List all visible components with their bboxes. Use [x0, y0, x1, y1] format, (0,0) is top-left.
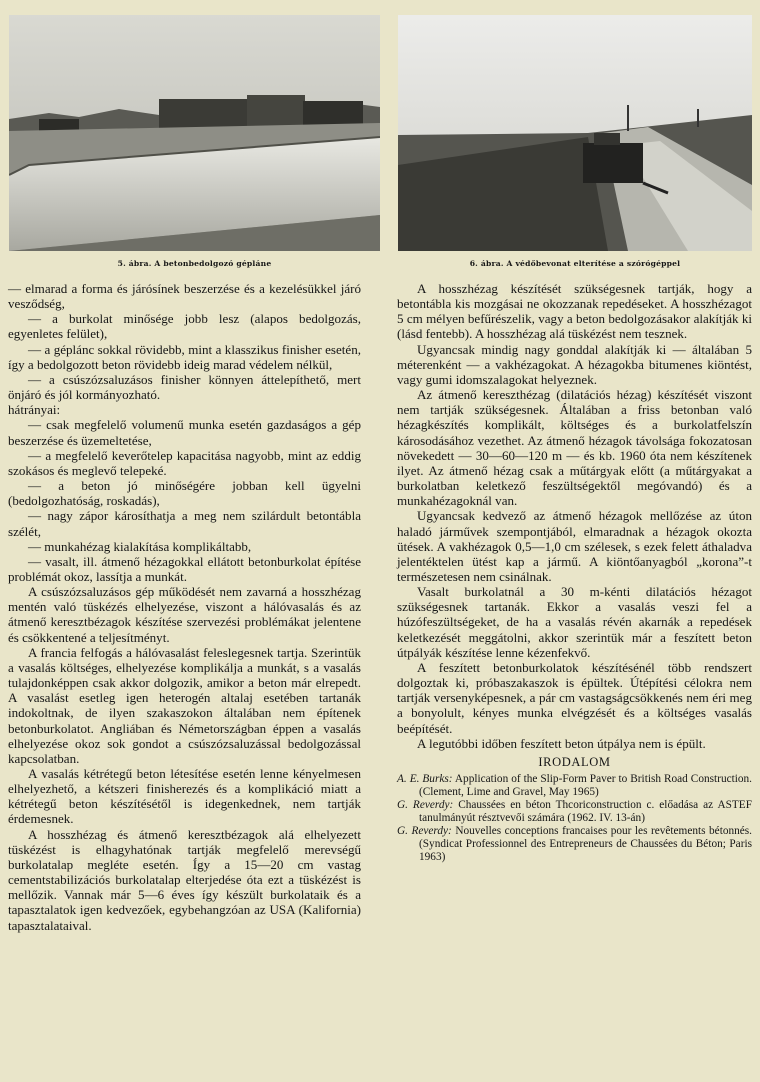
- reference-author: G. Reverdy:: [397, 799, 454, 812]
- paragraph: — a géplánc sokkal rövidebb, mint a klasszikus finisher esetén, így a bedolgozott beton rövidebb ideig marad védelem nélkül,: [8, 341, 361, 372]
- paragraph: — a beton jó minőségére jobban kell ügyelni (bedolgozhatóság, roskadás),: [8, 478, 361, 509]
- paragraph: A francia felfogás a hálóvasalást feleslegesnek tartja. Szerintük a vasalás költséges, elhelyezése komplikálja a munkát, s a vasalás tulajdonképpen csak akkor dolgozik, amikor a beton már elrepedt. A vasalást esetleg igen heterogén altalaj esetében tartanák indokoltnak, de ilyen szakaszokon általában nem építenek betonburkolatot. Angliában és Németországban éppen a vasalás elhelyezése okoz sok gondot a csúszózsaluzással bedolgozással kapcsolatban.: [8, 644, 361, 766]
- paragraph: A feszített betonburkolatok készítésénél több rendszert dolgoztak ki, próbaszakaszok is épültek. Útépítési célokra nem tartják versenyképesnek, a pár cm vastagságcsökkenés nem éri meg a bonyolult, kényes munka elvégzését és a költséges vasalás beépítését.: [397, 659, 752, 736]
- paragraph: — nagy zápor károsíthatja a meg nem szilárdult betontábla szélét,: [8, 508, 361, 539]
- right-column: [397, 281, 752, 864]
- reference-item: [397, 773, 752, 798]
- paragraph: A vasalás kétrétegű beton létesítése esetén lenne kényelmesen elhelyezhető, a kétszeri finisherezés és a komplikáció miatt a kétrétegű beton készítésétől is idegenkednek, nem tartják érdemesnek.: [8, 766, 361, 827]
- reference-item: [397, 825, 752, 863]
- paragraph: A csúszózsaluzásos gép működését nem zavarná a hosszhézag mentén való tüskézés elhelyezése, viszont a hálóvasalás és az átmenő keresztbézagok készítése szervezési problémákat jelentene és csökkentené a teljesítményt.: [8, 584, 361, 645]
- paragraph: — csak megfelelő volumenű munka esetén gazdaságos a gép beszerzése és üzemeltetése,: [8, 417, 361, 448]
- reference-item: [397, 799, 752, 824]
- paragraph: — vasalt, ill. átmenő hézagokkal ellátott betonburkolat építése problémát okoz, lassítja a munkát.: [8, 553, 361, 584]
- paragraph: Ugyancsak mindig nagy gonddal alakítják ki — általában 5 méterenként — a vakhézagokat. A hézagokba bitumenes kiöntést, vagy gumi idomszalagokat helyeznek.: [397, 341, 752, 387]
- paving-train-photo: [9, 15, 380, 251]
- paragraph: hátrányai:: [8, 402, 61, 418]
- reference-text: Application of the Slip-Form Paver to British Road Construction. (Clement, Lime and Gravel, May 1965): [419, 773, 752, 798]
- paragraph: Ugyancsak kedvező az átmenő hézagok mellőzése az úton haladó járművek szempontjából, elmaradnak a hézagok okozta ütések. A vakhézagok 0,5—1,0 cm szélesek, s ezek felett áthaladva jelentéktelen ütést kap a jármű. A kiöntőanyagból „korona”-t természetesen nem csinálnak.: [397, 508, 752, 584]
- sprayer-highway-photo: [398, 15, 752, 251]
- reference-author: A. E. Burks:: [397, 773, 453, 785]
- paragraph: — a csúszózsaluzásos finisher könnyen áttelepíthető, mert önjáró és jól kormányozható.: [8, 371, 361, 403]
- paragraph: — a burkolat minősége jobb lesz (alapos bedolgozás, egyenletes felület),: [8, 311, 361, 342]
- right-column-body: [397, 281, 752, 751]
- paragraph: Az átmenő kereszthézag (dilatációs hézag) készítését viszont nem tartják szükségesnek. Általában a friss betonban való hézagkészítés komplikált, költséges és a burkolatfelszín károsodásához vezethet. Az átmenő hézagok távolsága fokozatosan növekedett — 30—60—120 m — és kb. 1960 óta nem készítenek ilyet. Az átmenő hézag csak a műtárgyak előtt (a műtárgyakat a burkolatban keletkező feszültségektől megóvandó) és a munkahézagoknál van.: [397, 387, 752, 509]
- paragraph: — munkahézag kialakítása komplikáltabb,: [28, 538, 252, 554]
- paragraph: A legutóbbi időben feszített beton útpálya nem is épült.: [417, 735, 706, 751]
- paragraph: Vasalt burkolatnál a 30 m-kénti dilatációs hézagot szükségesnek tartanák. Ekkor a vasalás veszi fel a húzófeszültségeket, de ha a vasalás révén akarnák a repedések keletkezését meggátolni, akkor szerintük már a feszített beton útpályák készítése lenne kézenfekvő.: [397, 584, 752, 660]
- paragraph: A hosszhézag és átmenő keresztbézagok alá elhelyezett tüskézést is elhagyhatónak tartják megfelelő merevségű burkolatalap megléte esetén. Így a 15—20 cm vastag cementstabilizációs burkolatalap elterjedése óta ezt a tüskézést is mellőzik. Vannak már 5—6 éves így készült burkolataik és a tapasztalatok igen kedvezőek, egybehangzóan az USA (Kalifornia) tapasztalataival.: [8, 826, 361, 933]
- reference-author: G. Reverdy:: [397, 825, 452, 838]
- paragraph: — a megfelelő keverőtelep kapacitása nagyobb, mint az eddig szokásos és meglevő telepeké.: [8, 447, 361, 478]
- paragraph: — elmarad a forma és járósínek beszerzése és a kezelésükkel járó vesződség,: [8, 281, 361, 312]
- references-list: [397, 773, 752, 863]
- references-title: IRODALOM: [538, 754, 611, 769]
- left-column: [8, 281, 361, 933]
- paragraph: A hosszhézag készítését szükségesnek tartják, hogy a betontábla kis mozgásai ne okozzanak repedéseket. A hosszhézagot 5 cm mélyen befűrészelik, vagy a beton bedolgozásakor alakítják ki (lásd fentebb). A hosszhézag alá tüskézést nem tesznek.: [397, 281, 752, 342]
- figure-6-caption: 6. ábra. A védőbevonat elterítése a szórógéppel: [469, 259, 681, 268]
- reference-text: Nouvelles conceptions francaises pour les revêtements bétonnés. (Syndicat Professionnel des Entrepreneurs de Chaussées du Béton; Paris 1963): [419, 825, 753, 863]
- reference-text: Chaussées en béton Thcoriconstruction c. előadása az ASTEF tanulmányút résztvevői számára (1962. IV. 13-án): [419, 799, 752, 824]
- figure-5-caption: 5. ábra. A betonbedolgozó gépláne: [117, 259, 272, 268]
